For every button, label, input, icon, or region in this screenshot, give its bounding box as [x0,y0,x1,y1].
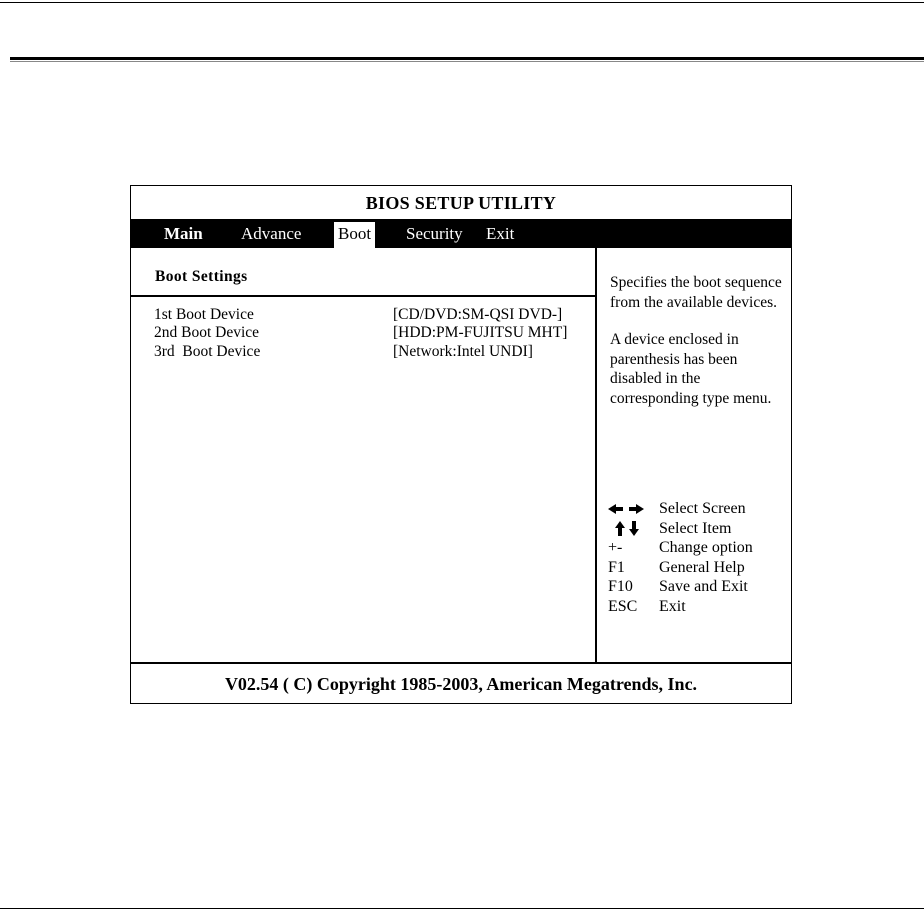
key-row-select-item [608,519,788,539]
copyright-footer: V02.54 ( C) Copyright 1985-2003, American Megatrends, Inc. [224,674,698,694]
boot-device-row-2[interactable] [154,324,594,342]
page-header-rule-shadow [10,61,924,62]
key-row-change-option [608,538,788,558]
key-row-general-help [608,558,788,578]
key-description: Select Screen [659,500,746,517]
key-label: ESC [608,597,638,615]
bios-setup-window [130,185,792,704]
key-description: Select Item [659,519,732,537]
section-title: Boot Settings [155,268,248,285]
page-bottom-border [0,908,924,909]
boot-device-row-3[interactable] [154,343,594,361]
boot-device-label: 2nd Boot Device [154,324,260,341]
boot-device-value[interactable]: [HDD:PM-FUJITSU MHT] [393,324,568,341]
boot-device-value[interactable]: [Network:Intel UNDI] [393,343,533,360]
pane-divider [595,248,597,663]
tab-advance[interactable]: Advance [241,224,302,243]
menu-bar [131,219,791,248]
tab-boot[interactable]: Boot [334,222,375,248]
bios-title: BIOS SETUP UTILITY [365,193,557,213]
boot-device-row-1[interactable] [154,306,594,324]
help-paragraph: A device enclosed in parenthesis has been disabled in the corresponding type menu. [610,331,772,407]
key-label: F1 [608,558,625,576]
key-description: General Help [659,558,745,576]
key-description: Exit [659,597,686,615]
settings-pane [131,248,595,663]
section-divider [131,295,595,297]
help-paragraph: Specifies the boot sequence from the available devices. [610,274,782,311]
boot-device-label: 3rd Boot Device [154,343,261,360]
key-row-select-screen [608,499,788,519]
key-label: +- [608,539,623,557]
key-row-exit [608,597,788,617]
key-description: Change option [659,539,753,557]
tab-exit[interactable]: Exit [486,224,515,243]
page-top-border [0,2,924,3]
key-row-save-exit [608,577,788,597]
page-header-rule [10,57,924,60]
boot-device-label: 1st Boot Device [154,306,254,323]
tab-main[interactable]: Main [164,224,203,243]
key-description: Save and Exit [659,578,748,596]
tab-security[interactable]: Security [406,224,463,243]
boot-device-value[interactable]: [CD/DVD:SM-QSI DVD-] [393,306,563,323]
help-panel [610,273,785,426]
key-legend [608,499,788,617]
key-label: F10 [608,578,633,596]
